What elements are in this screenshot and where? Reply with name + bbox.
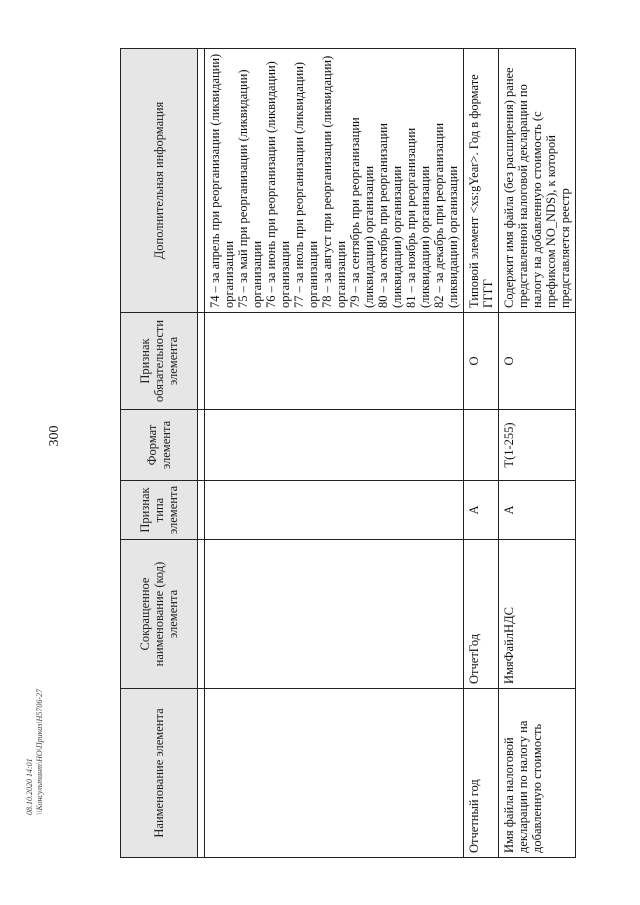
- cell-empty: [205, 410, 464, 481]
- cell-additional-info: Содержит имя файла (без расширения) ранее представленной налоговой декларации по налогу на добавленную стоимость (с префиксом NO_NDS), к которой представляется реестр: [499, 49, 576, 313]
- table-row-continuation: [205, 49, 464, 858]
- info-line: 81 – за ноябрь при реорганизации (ликвидации) организации: [404, 127, 432, 308]
- cell-empty: [205, 481, 464, 540]
- cell-element-code: ИмяФайлНДС: [499, 540, 576, 689]
- document-page: [75, 0, 640, 905]
- header-element-required: Признак обязательности элемента: [121, 313, 198, 410]
- cell-empty: [205, 689, 464, 858]
- header-element-type: Признак типа элемента: [121, 481, 198, 540]
- info-line: 78 – за август при реорганизации (ликвидации) организации: [320, 55, 348, 308]
- header-element-code: Сокращенное наименование (код) элемента: [121, 540, 198, 689]
- cell-element-code: ОтчетГод: [464, 540, 499, 689]
- info-line: 76 – за июнь при реорганизации (ликвидации) организации: [264, 61, 292, 308]
- page-number: 300: [47, 425, 62, 447]
- info-line: 74 – за апрель при реорганизации (ликвидации) организации: [208, 53, 236, 308]
- footer-date: 08.10.2020 14:01: [25, 758, 34, 815]
- cell-element-type: А: [499, 481, 576, 540]
- footer-stamp: [25, 665, 45, 815]
- cell-additional-info: Типовой элемент <xs:gYear>. Год в формате ГГГГ: [464, 49, 499, 313]
- cell-element-required: О: [464, 313, 499, 410]
- cell-empty: [205, 540, 464, 689]
- cell-empty: [205, 313, 464, 410]
- table-row: [464, 49, 499, 858]
- cell-element-required: О: [499, 313, 576, 410]
- cell-element-format: [464, 410, 499, 481]
- table-row: [499, 49, 576, 858]
- info-line: 80 – за октябрь при реорганизации (ликвидации) организации: [376, 123, 404, 308]
- header-element-name: Наименование элемента: [121, 689, 198, 858]
- cell-element-type: А: [464, 481, 499, 540]
- footer-path: \\Консультант\НО\Приказ\Н5706-27: [35, 688, 44, 815]
- table-header-row: [121, 49, 198, 858]
- info-line: 82 – за декабрь при реорганизации (ликвидации) организации: [432, 122, 460, 308]
- info-line: 75 – за май при реорганизации (ликвидации) организации: [236, 69, 264, 308]
- cell-element-name: Отчетный год: [464, 689, 499, 858]
- cell-continuation-info: [205, 49, 464, 313]
- info-line: 77 – за июль при реорганизации (ликвидации) организации: [292, 61, 320, 308]
- header-element-format: Формат элемента: [121, 410, 198, 481]
- cell-element-name: Имя файла налоговой декларации по налогу на добавленную стоимость: [499, 689, 576, 858]
- rotated-table-container: [120, 48, 572, 858]
- table-spacer-row: [198, 49, 205, 858]
- elements-table: [120, 48, 576, 858]
- info-line: 79 – за сентябрь при реорганизации (ликвидации) организации: [348, 117, 376, 308]
- cell-element-format: T(1-255): [499, 410, 576, 481]
- header-additional-info: Дополнительная информация: [121, 49, 198, 313]
